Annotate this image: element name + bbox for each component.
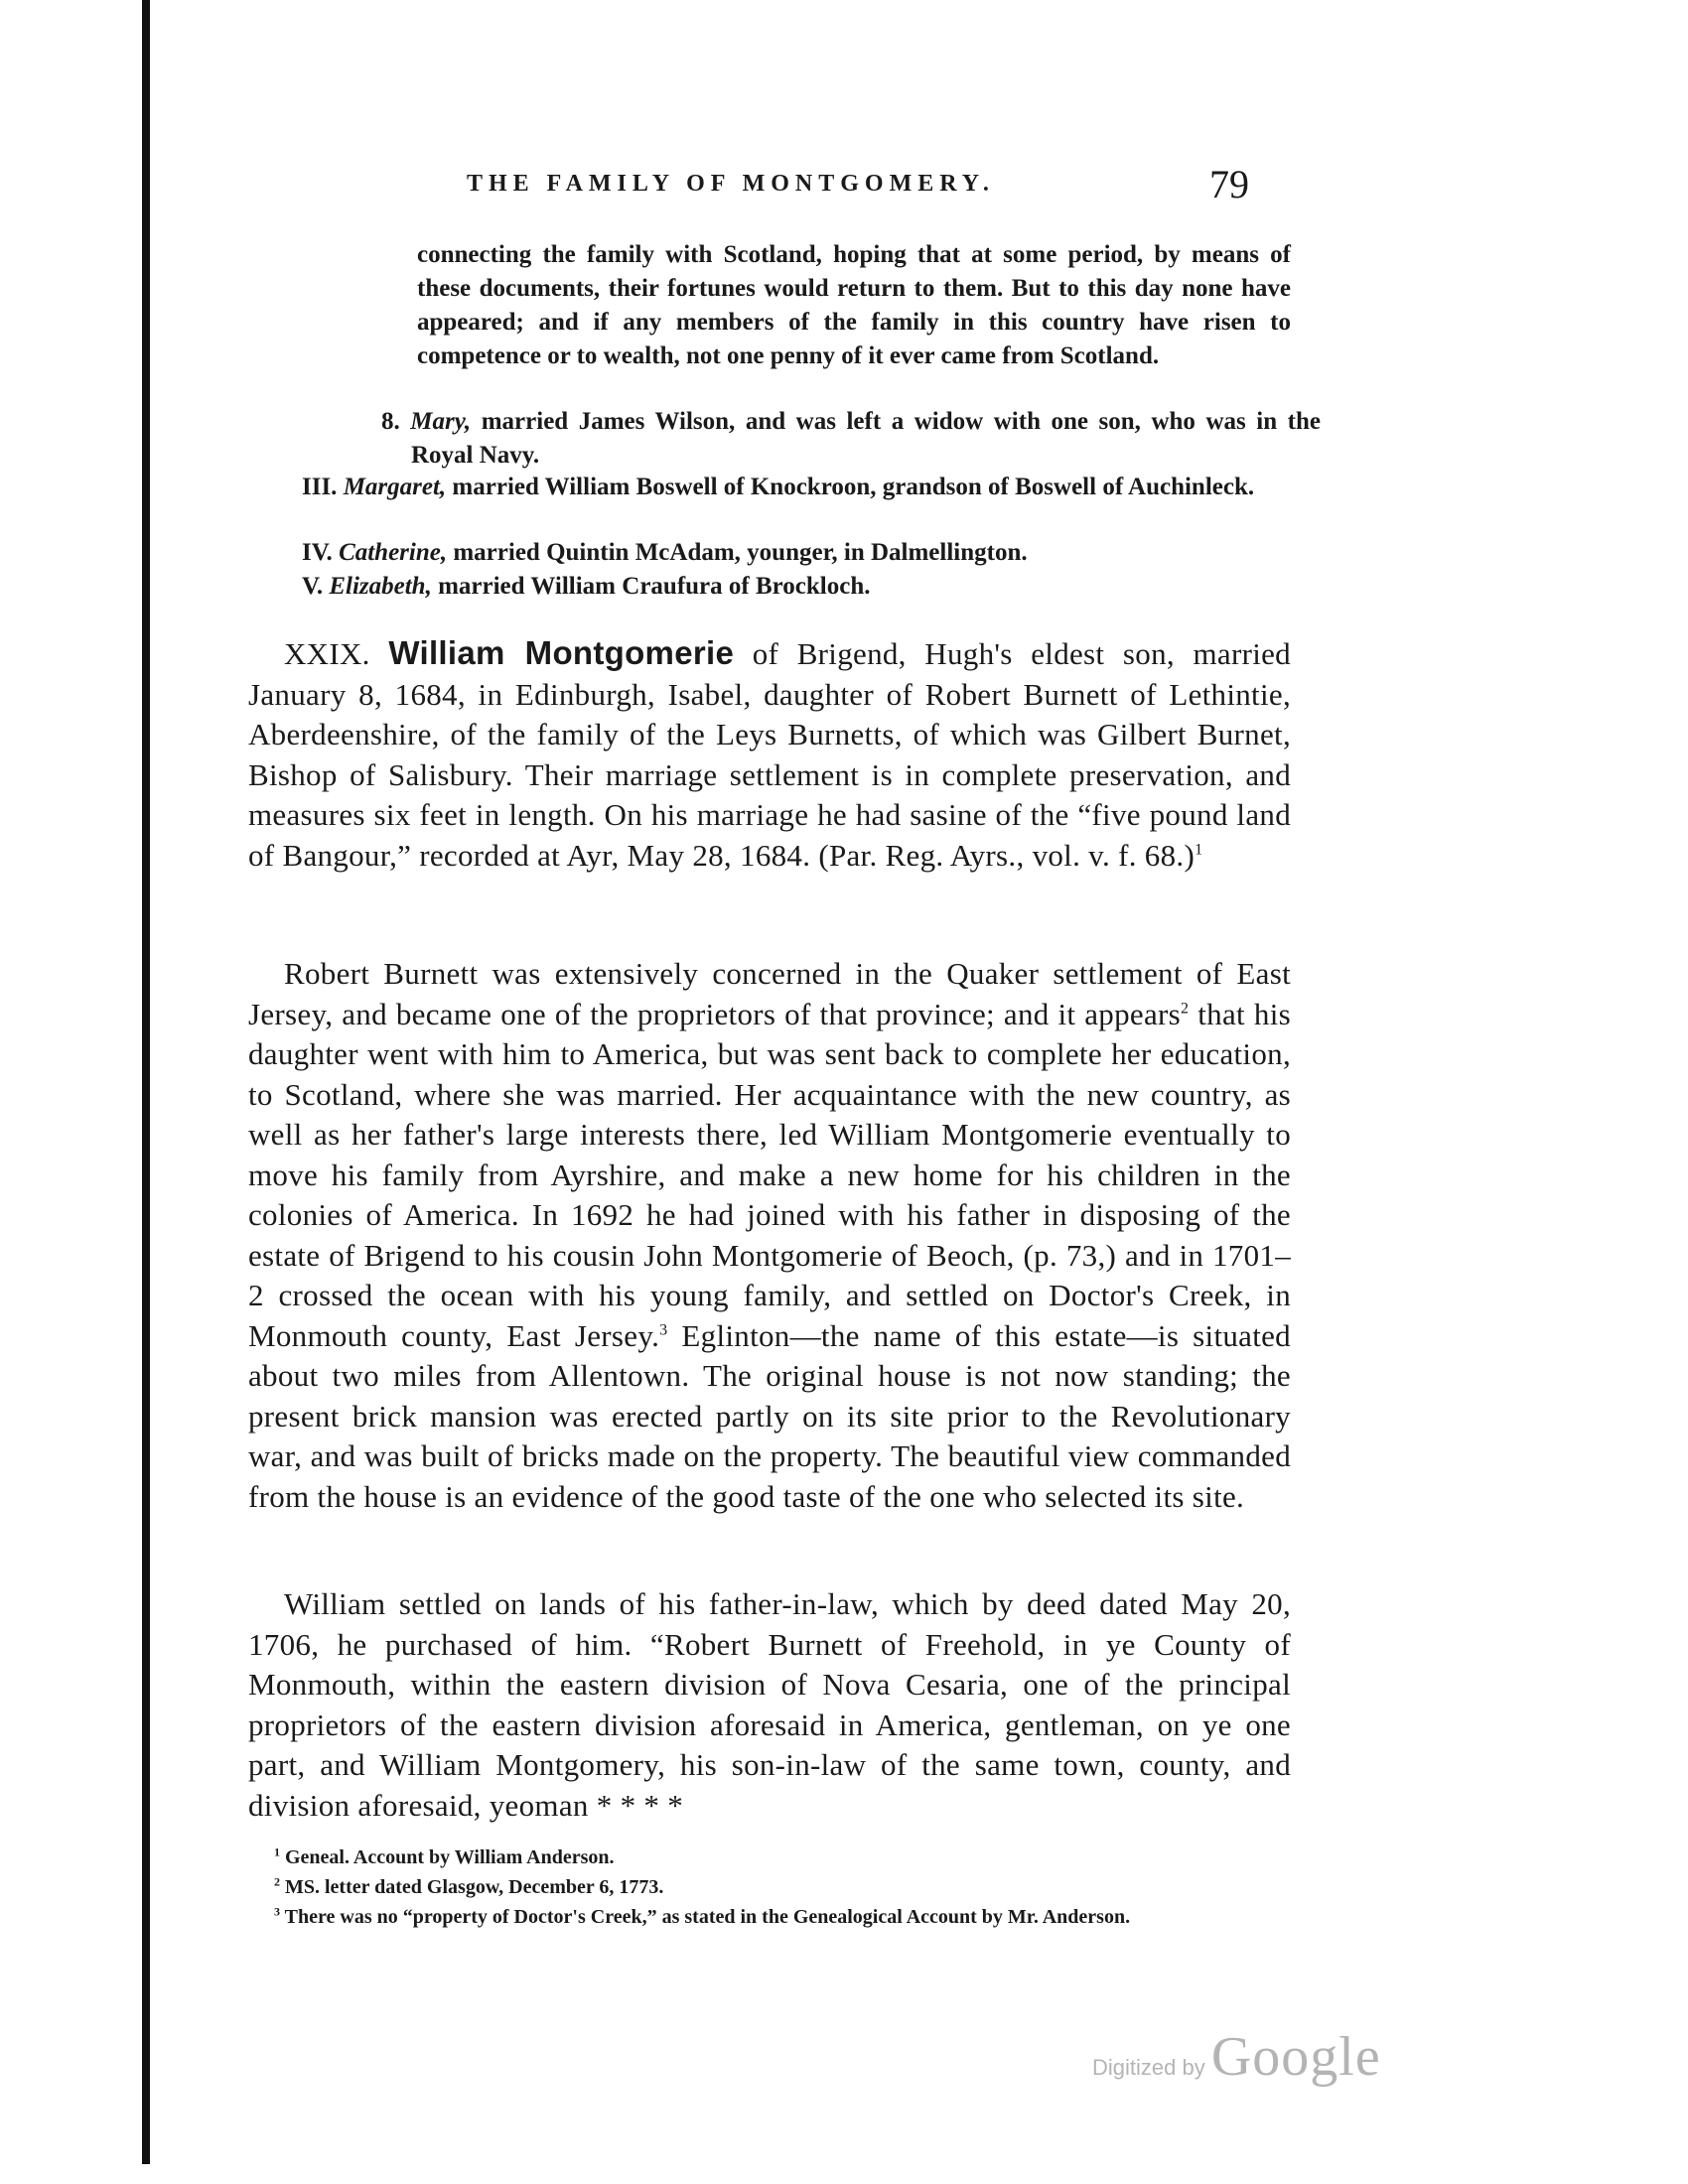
section-xxix-paragraph-2 bbox=[248, 954, 1291, 1517]
child-text: married James Wilson, and was left a widow with one son, who was in the Royal Navy. bbox=[411, 408, 1321, 469]
footnote-reference: 3 bbox=[659, 1321, 668, 1339]
child-text: married William Craufura of Brockloch. bbox=[431, 573, 871, 600]
child-text: married William Boswell of Knockroon, grandson of Boswell of Auchinleck. bbox=[446, 474, 1255, 500]
child-name: Elizabeth, bbox=[329, 573, 432, 600]
child-item-8 bbox=[381, 405, 1321, 473]
paragraph-text: Robert Burnett was extensively concerned in the Quaker settlement of East Jersey, and became one of the proprietors of that province; and it appears bbox=[248, 956, 1291, 1031]
child-number: V. bbox=[302, 573, 324, 600]
paragraph-text: William settled on lands of his father-in-law, which by deed dated May 20, 1706, he purchased of him. “Robert Burnett of Freehold, in ye County of Monmouth, within the eastern division of Nova Cesaria, one of the principal proprietors of the eastern division aforesaid in America, gentleman, on ye one part, and William Montgomery, his son-in-law of the same town, county, and division aforesaid, yeoman * * * * bbox=[248, 1586, 1291, 1823]
child-number: IV. bbox=[302, 539, 333, 566]
footnote-reference: 1 bbox=[1195, 841, 1203, 859]
footnote-text: There was no “property of Doctor's Creek,” as stated in the Genealogical Account by Mr. Anderson. bbox=[280, 1906, 1131, 1928]
continuation-paragraph: connecting the family with Scotland, hoping that at some period, by means of these documents, their fortunes would return to them. But to this day none have appeared; and if any members of the family in this country have risen to competence or to wealth, not one penny of it ever came from Scotland. bbox=[417, 241, 1291, 369]
binding-edge bbox=[142, 0, 150, 2164]
child-item-iv bbox=[302, 536, 1291, 570]
footnote-1 bbox=[252, 1843, 1291, 1872]
section-xxix-paragraph-1 bbox=[248, 633, 1291, 876]
digitization-watermark bbox=[1092, 2025, 1381, 2089]
paragraph-text: Eglinton—the name of this estate—is situated about two miles from Allentown. The original house is not now standing; the present brick mansion was erected partly on its site prior to the Revolutionary war, and was built of bricks made on the property. The beautiful view commanded from the house is an evidence of the good taste of the one who selected its site. bbox=[248, 1317, 1291, 1514]
child-item-v bbox=[302, 570, 1291, 604]
paragraph-text: that his daughter went with him to America, but was sent back to complete her education, to Scotland, where she was married. Her acquaintance with the new country, as well as her father's large interests there, led William Montgomerie eventually to move his family from Ayrshire, and make a new home for his children in the colonies of America. In 1692 he had joined with his father in disposing of the estate of Brigend to his cousin John Montgomerie of Beoch, (p. 73,) and in 1701–2 crossed the ocean with his young family, and settled on Doctor's Creek, in Monmouth county, East Jersey. bbox=[248, 996, 1291, 1353]
footnote-text: MS. letter dated Glasgow, December 6, 1773. bbox=[280, 1876, 664, 1898]
paragraph-text: of Brigend, Hugh's eldest son, married January 8, 1684, in Edinburgh, Isabel, daughter of Robert Burnett of Lethintie, Aberdeenshire, of the family of the Leys Burnetts, of which was Gilbert Burnet, Bishop of Salisbury. Their marriage settlement is in complete preservation, and measures six feet in length. On his marriage he had sasine of the “five pound land of Bangour,” recorded at Ayr, May 28, 1684. (Par. Reg. Ayrs., vol. v. f. 68.) bbox=[248, 636, 1291, 873]
footnote-mark: 1 bbox=[274, 1844, 280, 1859]
child-number: 8. bbox=[381, 408, 400, 435]
child-name: Mary, bbox=[410, 408, 472, 435]
footnote-text: Geneal. Account by William Anderson. bbox=[280, 1846, 615, 1868]
child-text: married Quintin McAdam, younger, in Dalmellington. bbox=[447, 539, 1028, 566]
page-number: 79 bbox=[1209, 162, 1249, 206]
footnote-3 bbox=[252, 1902, 1291, 1932]
google-logo: Google bbox=[1210, 2026, 1381, 2088]
section-xxix-paragraph-3 bbox=[248, 1584, 1291, 1826]
child-number: III. bbox=[302, 474, 338, 500]
footnote-mark: 2 bbox=[274, 1874, 280, 1889]
watermark-prefix: Digitized by bbox=[1092, 2055, 1211, 2080]
child-name: Catherine, bbox=[339, 539, 448, 566]
section-number: XXIX. bbox=[284, 636, 370, 671]
footnotes bbox=[252, 1843, 1291, 1932]
running-head: THE FAMILY OF MONTGOMERY. bbox=[467, 171, 995, 197]
child-name: Margaret, bbox=[343, 474, 447, 500]
footnote-2 bbox=[252, 1872, 1291, 1902]
section-heading-name: William Montgomerie bbox=[388, 634, 735, 671]
footnote-mark: 3 bbox=[274, 1904, 280, 1919]
child-item-iii bbox=[302, 471, 1321, 504]
footnote-reference: 2 bbox=[1181, 1000, 1190, 1018]
